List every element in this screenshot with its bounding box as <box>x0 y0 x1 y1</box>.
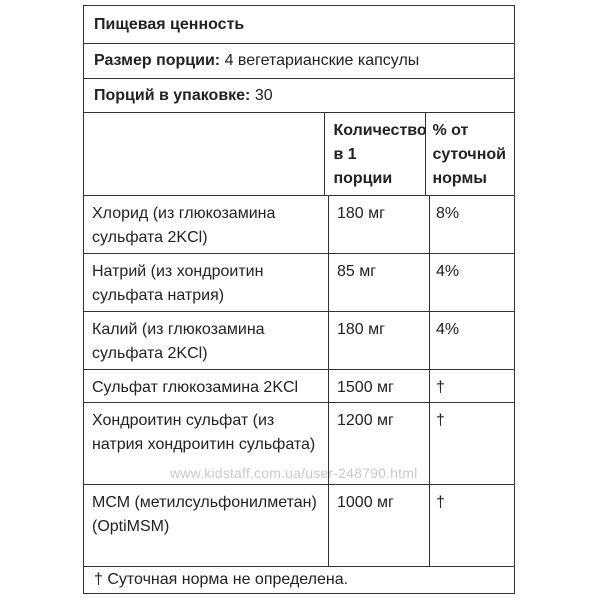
nutrient-amount: 180 мг <box>329 312 430 369</box>
nutrient-daily-value: † <box>436 494 445 511</box>
servings-label: Порций в упаковке: <box>94 86 251 104</box>
header-name <box>84 113 325 195</box>
header-amount: Количество в 1 порции <box>325 113 426 195</box>
nutrient-amount: 85 мг <box>329 254 430 311</box>
nutrient-name: Натрий (из хондроитин сульфата натрия) <box>84 254 329 311</box>
header-daily-value: % от суточной нормы <box>432 122 506 187</box>
nutrient-daily-value: † <box>436 379 445 396</box>
nutrient-name: МСМ (метилсульфонилметан) (OptiMSM) <box>84 485 329 566</box>
nutrient-name: Хондроитин сульфат (из натрия хондроитин сульфата) <box>84 403 329 484</box>
nutrient-name: Сульфат глюкозамина 2KCl <box>84 370 329 402</box>
table-header-row <box>84 113 514 196</box>
nutrient-name: Калий (из глюкозамина сульфата 2KCl) <box>84 312 329 369</box>
table-row <box>84 370 514 403</box>
panel-title: Пищевая ценность <box>84 6 514 44</box>
table-row <box>84 196 514 254</box>
table-row <box>84 312 514 370</box>
nutrient-daily-value: 4% <box>436 321 460 338</box>
nutrient-name: Хлорид (из глюкозамина сульфата 2KCl) <box>84 196 329 253</box>
nutrient-amount: 180 мг <box>329 196 430 253</box>
servings-value: 30 <box>254 86 273 104</box>
nutrient-daily-value: 8% <box>436 205 460 222</box>
table-row <box>84 485 514 567</box>
serving-size-label: Размер порции: <box>94 52 221 69</box>
nutrient-daily-value: † <box>436 412 445 429</box>
nutrition-facts-panel <box>83 5 515 594</box>
nutrient-daily-value: 4% <box>436 263 460 280</box>
serving-size-row <box>84 44 514 79</box>
nutrient-amount: 1200 мг <box>329 403 430 484</box>
serving-size-value: 4 вегетарианские капсулы <box>224 52 420 69</box>
watermark-text: www.kidstaff.com.ua/user-248790.html <box>170 465 418 481</box>
nutrient-amount: 1500 мг <box>329 370 430 402</box>
footnote: † Суточная норма не определена. <box>94 571 349 588</box>
table-row <box>84 254 514 312</box>
nutrient-amount: 1000 мг <box>329 485 430 566</box>
servings-per-container-row <box>84 79 514 113</box>
